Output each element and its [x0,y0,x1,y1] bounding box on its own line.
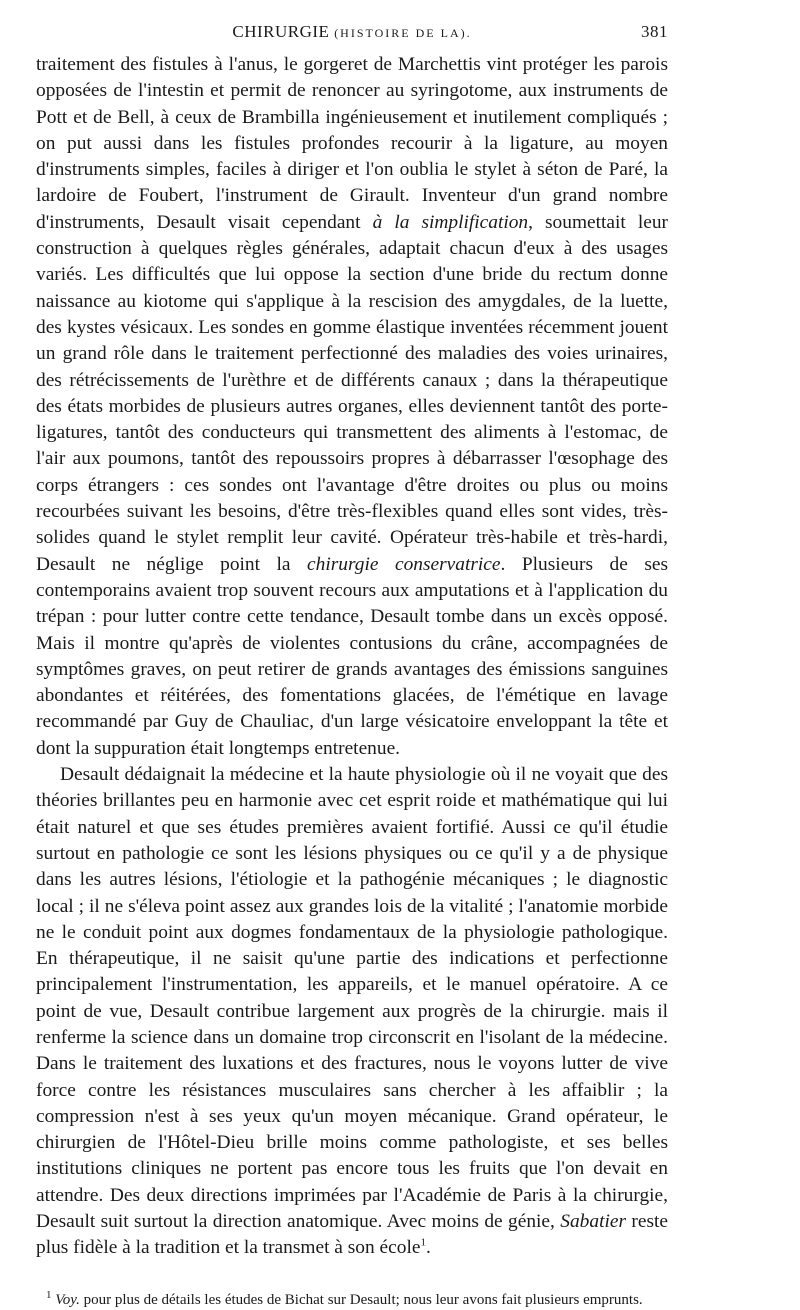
emphasis: à la simplification [372,211,529,233]
footnote-reference[interactable]: 1 [420,1236,426,1249]
footnote-emphasis: Voy. [55,1291,80,1308]
running-title-small-caps: (HISTOIRE DE LA). [334,26,472,40]
running-title-main: CHIRURGIE [232,22,330,41]
text-run: . Plusieurs de ses contemporains avaient trop souvent recours aux amputations et à l'application du trépan : pour lutter contre cette tendance, Desault tombe dans un excès opposé. Mais il montre qu'après de violentes contusions du crâne, accompagnées de symptômes graves, on peut retirer de grands avantages des émissions sanguines abondantes et réitérées, des fomentations glacées, de l'émétique en lavage recommandé par Guy de Chauliac, d'un large vésicatoire enveloppant la tête et dont la suppuration était longtemps entretenue. [36,553,669,759]
text-run: traitement des fistules à l'anus, le gorgeret de Marchettis vint protéger les parois opposées de l'intestin et permit de renoncer au syringotome, aux instruments de Pott et de Bell, à ceux de Brambilla ingénieusement et inutilement compliqués ; on put aussi dans les fistules profondes recourir à la ligature, au moyen d'instruments simples, faciles à diriger et l'on oublia le stylet à séton de Paré, la lardoire de Foubert, l'instrument de Girault. Inventeur d'un grand nombre d'instruments, Desault visait cependant [36,54,668,233]
footnote [36,1290,668,1310]
text-run: . [425,1237,431,1259]
text-run: reste plus fidèle à la tradition et la transmet à son école [36,1211,669,1259]
running-head [36,22,668,46]
running-title [36,22,668,42]
paragraph [36,52,668,762]
body-text [36,52,668,1262]
emphasis: Sabatier [560,1211,626,1233]
text-run: , soumettait leur construction à quelques règles générales, adaptait chacun d'eux à des usages variés. Les difficultés que lui oppose la section d'une bride du rectum donne naissance au kiotome qui s'applique à la rescision des amygdales, de la luette, des kystes vésicaux. Les sondes en gomme élastique inventées récemment jouent un grand rôle dans le traitement perfectionné des maladies des voies urinaires, des rétrécissements de l'urèthre et de différents canaux ; dans la thérapeutique des états morbides de plusieurs autres organes, elles deviennent tantôt des porte-ligatures, tantôt des conducteurs qui transmettent des aliments à l'estomac, de l'air aux poumons, tantôt des repoussoirs propres à débarrasser l'œsophage des corps étrangers : ces sondes ont l'avantage d'être droites ou plus ou moins recourbées suivant les besoins, d'être très-flexibles quand elles sont vides, très-solides quand le stylet remplit leur cavité. Opérateur très-habile et très-hardi, Desault ne néglige point la [36,211,668,575]
text-run: Desault dédaignait la médecine et la haute physiologie où il ne voyait que des théories brillantes peu en harmonie avec cet esprit roide et mathématique qui lui était naturel et que ses études premières avaient fortifié. Aussi ce qu'il étudie surtout en pathologie ce sont les lésions physiques ou ce qu'il y a de physique dans les autres lésions, l'étiologie et la pathogénie mécaniques ; le diagnostic local ; il ne s'éleva point assez aux grandes lois de la vitalité ; l'anatomie morbide ne le conduit point aux dogmes fondamentaux de la physiologie pathologique. En thérapeutique, il ne saisit qu'une partie des indications et perfectionne principalement l'instrumentation, les appareils, et le manuel opératoire. A ce point de vue, Desault contribue largement aux progrès de la chirurgie. mais il renferme la science dans un domaine trop circonscrit en l'isolant de la médecine. Dans le traitement des luxations et des fractures, nous le voyons lutter de vive force contre les résistances musculaires sans chercher à les affaiblir ; la compression n'est à ses yeux qu'un moyen mécanique. Grand opérateur, le chirurgien de l'Hôtel-Dieu brille moins comme pathologiste, et ses belles institutions cliniques ne portent pas encore tous les fruits que l'on devait en attendre. Des deux directions imprimées par l'Académie de Paris à la chirurgie, Desault suit surtout la direction anatomique. Avec moins de génie, [36,764,668,1233]
paragraph [36,762,668,1262]
page-number: 381 [641,22,668,41]
footnote-marker: 1 [46,1288,52,1301]
book-page [36,22,668,1310]
emphasis: chirurgie conservatrice [307,553,501,575]
footnote-text: pour plus de détails les études de Bichat sur Desault; nous leur avons fait plusieurs emprunts. [79,1291,643,1308]
